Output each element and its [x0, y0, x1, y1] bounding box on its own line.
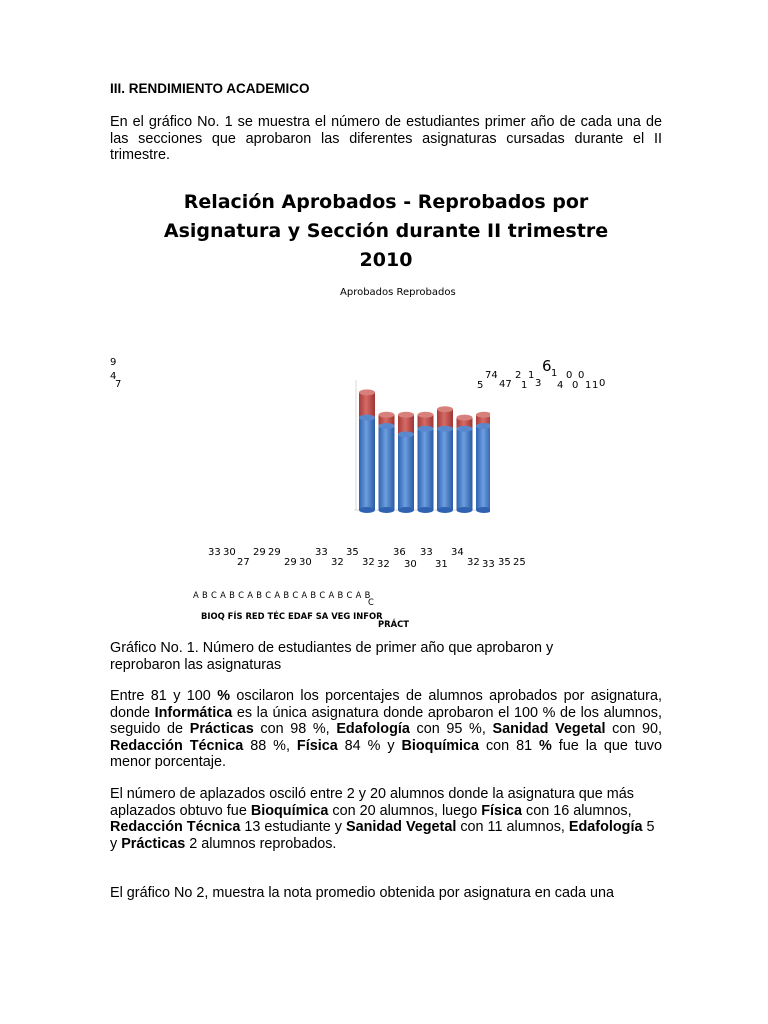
failed-bar	[359, 392, 375, 417]
approved-label: 29	[284, 557, 297, 568]
subject-name: Bioquímica	[401, 737, 480, 754]
subject-name: Redacción Técnica	[110, 819, 241, 836]
approved-label: 32	[362, 557, 375, 568]
text-run: con 20 alumnos, luego	[328, 802, 482, 819]
text-run: 84 % y	[337, 737, 402, 754]
left-label-c: 7	[115, 379, 122, 390]
chart-legend: Aprobados Reprobados	[340, 287, 456, 298]
chart-title-line-3: 2010	[359, 249, 413, 271]
bar-segment-divider	[359, 415, 375, 421]
chart-title	[140, 188, 632, 275]
approved-label: 33	[208, 547, 221, 558]
subject-name: Física	[296, 737, 338, 754]
text-run: 13 estudiante y	[240, 819, 346, 836]
failed-label: 1	[585, 380, 592, 391]
subject-name: Edafología	[336, 721, 410, 738]
subjects-axis-tail: PRÁCT	[378, 619, 409, 629]
failed-label: 0	[578, 370, 585, 381]
text-run: Entre 81 y 100	[110, 688, 218, 704]
failed-paragraph	[110, 786, 662, 852]
failed-label: 5	[477, 380, 484, 391]
subject-name: Informática	[154, 704, 233, 721]
subject-name: Edafología	[568, 819, 643, 836]
subject-name: Prácticas	[121, 835, 186, 852]
stacked-bar-chart	[340, 360, 490, 530]
failed-label: 74	[485, 370, 498, 381]
text-run: con 90,	[605, 721, 662, 738]
failed-label: 47	[499, 379, 512, 390]
approved-bar-base	[379, 507, 395, 513]
bold-run: %	[539, 737, 552, 754]
subject-name: Redacción Técnica	[110, 737, 244, 754]
approved-bar	[476, 426, 490, 510]
bar-segment-divider	[437, 426, 453, 432]
text-run: con 16 alumnos,	[522, 802, 632, 819]
approved-label: 36	[393, 547, 406, 558]
approved-label: 29	[253, 547, 266, 558]
failed-label: 1	[528, 370, 535, 381]
intro-paragraph: En el gráfico No. 1 se muestra el número de estudiantes primer año de cada una de las secciones que aprobaron las diferentes asignaturas cursadas durante el II trimestre.	[110, 114, 662, 164]
failed-label: 6	[542, 357, 552, 375]
approved-label: 27	[237, 557, 250, 568]
text-run: 2 alumnos reprobados.	[185, 835, 337, 852]
approved-label: 25	[513, 557, 526, 568]
chart-caption: Gráfico No. 1. Número de estudiantes de primer año que aprobaron y reprobaron las asignaturas	[110, 640, 554, 673]
chart-title-line-2: Asignatura y Sección durante II trimestre	[163, 220, 609, 242]
sections-axis-tail: C	[368, 597, 374, 607]
closing-paragraph: El gráfico No 2, muestra la nota promedio obtenida por asignatura en cada una	[110, 885, 614, 901]
approved-label: 32	[377, 559, 390, 570]
approved-label: 32	[467, 557, 480, 568]
left-label-a: 9	[110, 357, 117, 368]
approved-bar	[398, 434, 414, 510]
failed-bar-top	[379, 412, 395, 418]
text-run: 5 y	[110, 819, 655, 852]
bar-segment-divider	[457, 426, 473, 432]
text-run: con 95 %,	[409, 721, 493, 738]
failed-label: 4	[557, 380, 564, 391]
text-run: es la única asignatura donde aprobaron el 100 % de los alumnos, seguido de	[110, 704, 662, 738]
sections-axis: A B C A B C A B C A B C A B C A B C A B	[193, 590, 371, 600]
text-run: El número de aplazados osciló entre 2 y 20 alumnos donde la asignatura que más aplazados obtuvo fue	[110, 786, 634, 819]
approved-label: 29	[268, 547, 281, 558]
bar-segment-divider	[418, 426, 434, 432]
approved-label: 30	[404, 559, 417, 570]
approved-bar-base	[418, 507, 434, 513]
section-heading: III. RENDIMIENTO ACADEMICO	[110, 81, 310, 96]
text-run: 88 %,	[243, 737, 297, 754]
subjects-axis: BIOQ FÍS RED TÉC EDAF SA VEG INFOR	[201, 611, 383, 621]
approved-label: 30	[299, 557, 312, 568]
approved-bar	[418, 429, 434, 510]
approved-bar	[359, 418, 375, 510]
approved-bar	[437, 429, 453, 510]
failed-bar-top	[457, 415, 473, 421]
text-run: con 98 %,	[253, 721, 337, 738]
text-run: oscilaron los porcentajes de alumnos aprobados por asignatura, donde	[110, 688, 662, 721]
approved-bar	[457, 429, 473, 510]
failed-bar-top	[418, 412, 434, 418]
failed-label: 0	[599, 378, 606, 389]
approved-label: 30	[223, 547, 236, 558]
bar-segment-divider	[398, 431, 414, 437]
bar-segment-divider	[379, 423, 395, 429]
failed-label: 1	[592, 380, 599, 391]
subject-name: Bioquímica	[250, 802, 329, 819]
bold-run: %	[217, 688, 230, 704]
subject-name: Sanidad Vegetal	[492, 721, 606, 738]
failed-label: 3	[535, 378, 542, 389]
failed-label: 1	[521, 380, 528, 391]
failed-bar-top	[437, 406, 453, 412]
failed-label: 1	[551, 368, 558, 379]
approved-label: 35	[346, 547, 359, 558]
approved-label: 33	[420, 547, 433, 558]
text-run: fue la que tuvo menor porcentaje.	[110, 737, 662, 771]
approved-bar-base	[398, 507, 414, 513]
failed-label: 0	[572, 380, 579, 391]
failed-bar-top	[398, 412, 414, 418]
subject-name: Prácticas	[189, 721, 254, 738]
text-run: con 11 alumnos,	[456, 819, 569, 836]
failed-label: 2	[515, 370, 522, 381]
approval-paragraph	[110, 688, 662, 771]
subject-name: Sanidad Vegetal	[345, 819, 457, 836]
chart-title-line-1: Relación Aprobados - Reprobados por	[183, 191, 589, 213]
left-label-b: 4	[110, 371, 117, 382]
text-run: con 81	[479, 737, 540, 754]
approved-label: 33	[315, 547, 328, 558]
approved-label: 33	[482, 559, 495, 570]
approved-label: 34	[451, 547, 464, 558]
approved-label: 35	[498, 557, 511, 568]
subject-name: Física	[481, 802, 523, 819]
failed-label: 0	[566, 370, 573, 381]
failed-bar-top	[359, 389, 375, 395]
approved-bar-base	[437, 507, 453, 513]
approved-bar-base	[457, 507, 473, 513]
approved-label: 31	[435, 559, 448, 570]
approved-label: 32	[331, 557, 344, 568]
approved-bar	[379, 426, 395, 510]
approved-bar-base	[359, 507, 375, 513]
